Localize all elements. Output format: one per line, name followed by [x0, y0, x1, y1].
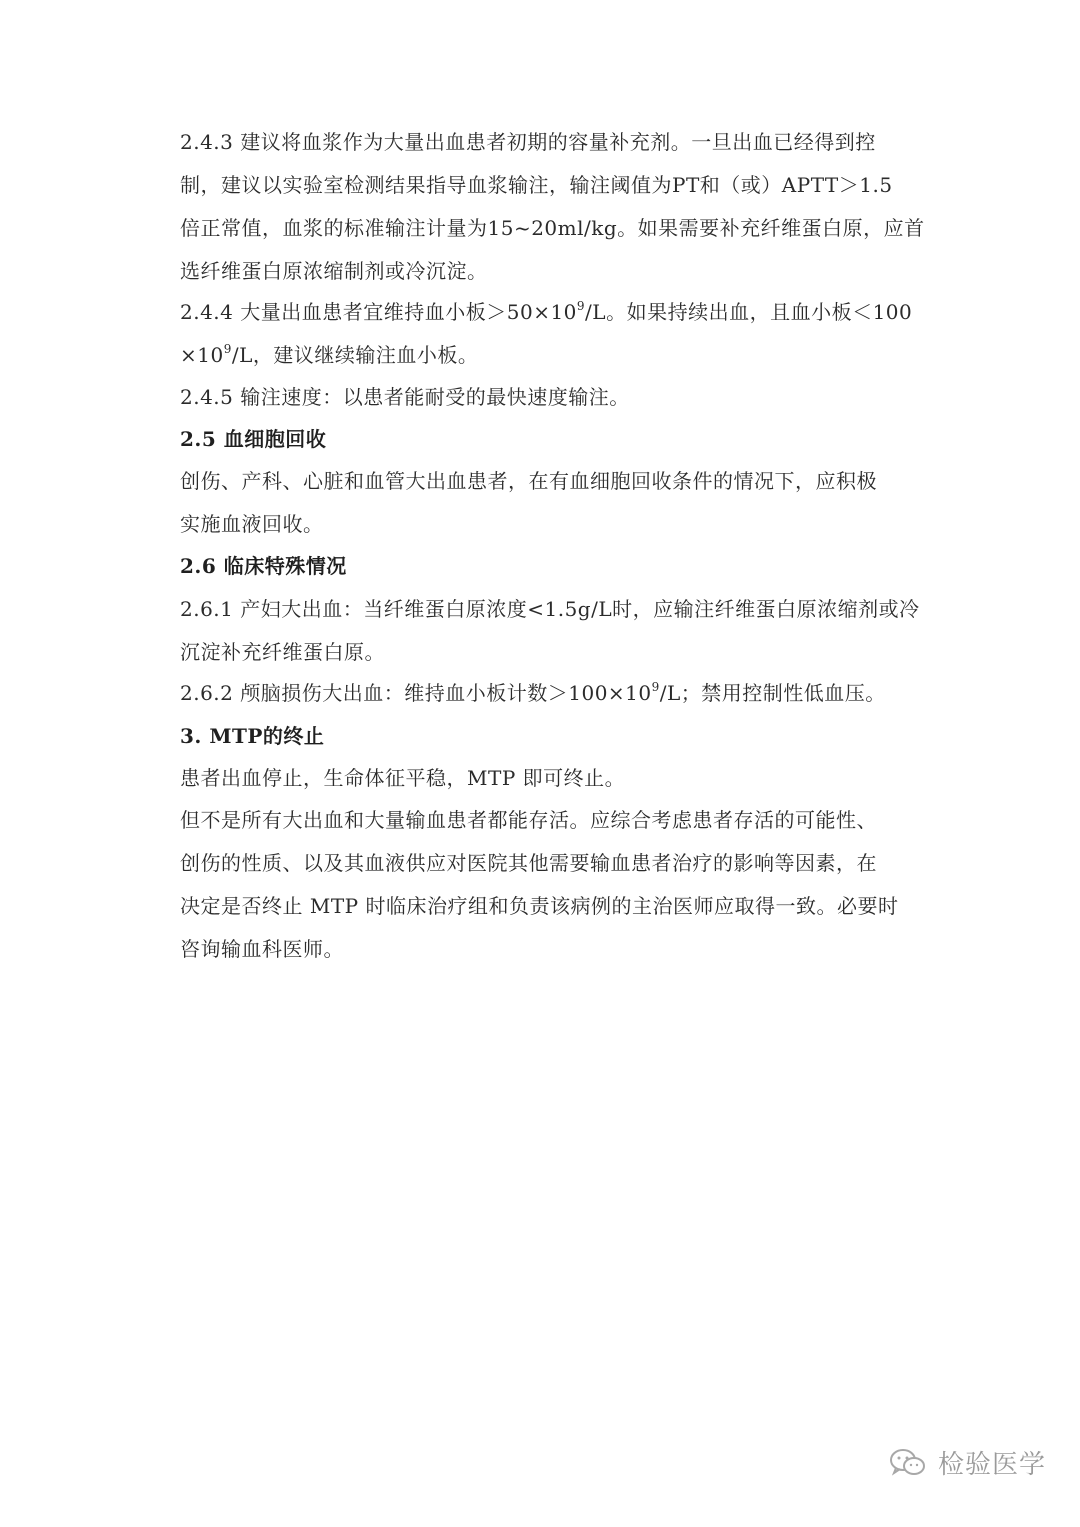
paragraph-2-4-3-line-4: 选纤维蛋白原浓缩制剂或冷沉淀。 [180, 259, 488, 283]
superscript-exponent: 9 [223, 342, 232, 356]
paragraph-2-4-3-line-3: 倍正常值，血浆的标准输注计量为15~20ml/kg。如果需要补充纤维蛋白原，应首 [180, 216, 925, 240]
section-heading-2-5: 2.5 血细胞回收 [180, 427, 327, 451]
paragraph-2-4-3-line-1: 2.4.3 建议将血浆作为大量出血患者初期的容量补充剂。一旦出血已经得到控 [180, 130, 876, 154]
paragraph-2-6-1-line-2: 沉淀补充纤维蛋白原。 [180, 640, 385, 664]
paragraph-3-line-4: 决定是否终止 MTP 时临床治疗组和负责该病例的主治医师应取得一致。必要时 [180, 894, 899, 918]
paragraph-2-4-3-line-2: 制，建议以实验室检测结果指导血浆输注，输注阈值为PT和（或）APTT＞1.5 [180, 173, 893, 197]
watermark-text: 检验医学 [937, 1450, 1046, 1480]
paragraph-2-5-line-1: 创伤、产科、心脏和血管大出血患者，在有血细胞回收条件的情况下，应积极 [180, 469, 877, 493]
paragraph-2-6-1-line-1: 2.6.1 产妇大出血：当纤维蛋白原浓度<1.5g/L时，应输注纤维蛋白原浓缩剂或冷 [180, 597, 920, 621]
paragraph-3-line-1: 患者出血停止，生命体征平稳，MTP 即可终止。 [180, 766, 626, 790]
paragraph-2-6-2: 2.6.2 颅脑损伤大出血：维持血小板计数$>100\times 10^9/L$；禁用控制性低血压。 [180, 680, 886, 705]
superscript-exponent: 9 [576, 299, 586, 313]
section-heading-2-6: 2.6 临床特殊情况 [180, 554, 347, 578]
paragraph-2-4-4-line-1: 2.4.4 大量出血患者宜维持血小板$>50\times 10^9/L$。如果持续出血，且血小板＜100 [180, 299, 913, 324]
section-heading-3: 3. MTP的终止 [180, 724, 325, 748]
paragraph-3-line-3: 创伤的性质、以及其血液供应对医院其他需要输血患者治疗的影响等因素，在 [180, 851, 877, 875]
wechat-watermark [888, 1444, 1046, 1481]
paragraph-2-5-line-2: 实施血液回收。 [180, 512, 324, 536]
paragraph-2-4-5: 2.4.5 输注速度：以患者能耐受的最快速度输注。 [180, 385, 630, 409]
paragraph-2-4-4-line-2: $\times 10^9/L$，建议继续输注血小板。 [180, 342, 479, 367]
paragraph-3-line-2: 但不是所有大出血和大量输血患者都能存活。应综合考虑患者存活的可能性、 [180, 808, 877, 832]
paragraph-3-line-5: 咨询输血科医师。 [180, 937, 344, 961]
superscript-exponent: 9 [651, 680, 660, 694]
wechat-icon [888, 1447, 928, 1479]
